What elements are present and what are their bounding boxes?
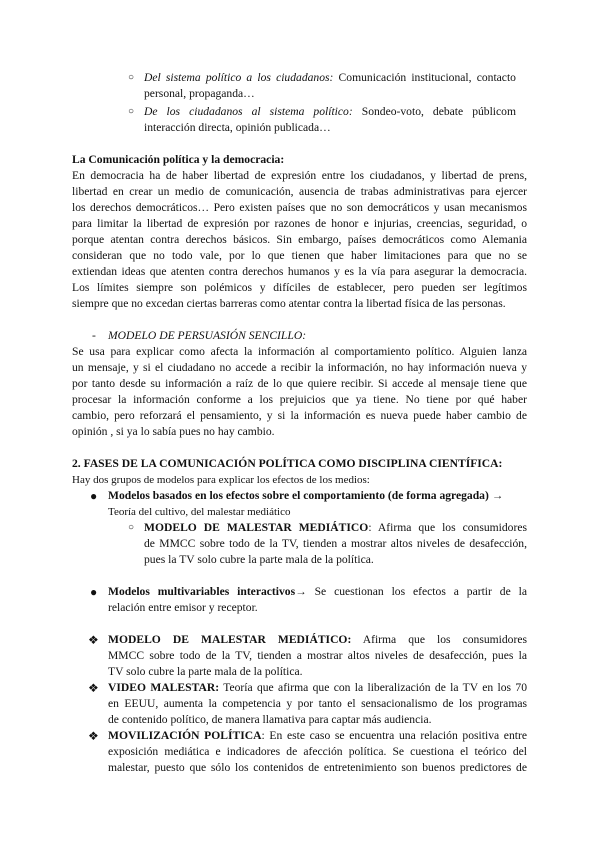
diamond-bullet-icon: ❖: [88, 681, 99, 695]
sub-bullet-line: MODELO DE MALESTAR MEDIÁTICO: Afirma que los consumidores: [144, 521, 527, 534]
circle-bullet-icon: ○: [128, 522, 135, 533]
paragraph-line: un mensaje, y si el ciudadano no accede a recibir la información, no hay información nueva y: [72, 361, 527, 374]
diamond-item-line: MODELO DE MALESTAR MEDIÁTICO: Afirma que los consumidores: [108, 633, 527, 646]
dot-bullet-icon: ●: [90, 585, 98, 599]
sub-bullet-line: De los ciudadanos al sistema político: Sondeo-voto, debate públicom: [144, 105, 516, 118]
section-heading: La Comunicación política y la democracia:: [72, 153, 285, 166]
dash-bullet-icon: -: [92, 329, 96, 342]
paragraph-line: extiendan ideas que atenten contra derechos humanos y es la vía para asegurar la democracia.: [72, 265, 527, 278]
sub-bullet-line: personal, propaganda…: [144, 87, 255, 100]
diamond-item-line: MOVILIZACIÓN POLÍTICA: En este caso se encuentra una relación positiva entre: [108, 729, 527, 742]
paragraph-line: por tanto desde su información a raíz de lo que quiere recibir. Si accede al mensaje tiene que: [72, 377, 527, 390]
diamond-item-line: VIDEO MALESTAR: Teoría que afirma que con la liberalización de la TV en los 70: [108, 681, 527, 694]
sub-bullet-line: pues la TV solo cubre la parte mala de la política.: [144, 553, 374, 566]
diamond-item-line: de contenido político, de manera llamativa para captar más audiencia.: [108, 713, 432, 726]
sub-bullet-line: Del sistema político a los ciudadanos: Comunicación institucional, contacto: [144, 71, 516, 84]
diamond-item-line: malestar, puesto que sólo los contenidos de entretenimiento son buenos predictores de: [108, 761, 527, 774]
diamond-item-line: en EEUU, aumenta la competencia y por tanto el sensacionalismo de los programas: [108, 697, 527, 710]
bullet-line: relación entre emisor y receptor.: [108, 601, 258, 614]
sub-bullet-title: De los ciudadanos al sistema político:: [144, 105, 353, 118]
paragraph-line: opinión , si ya lo sabía pues no hay cambio.: [72, 425, 275, 438]
diamond-item-line: TV solo cubre la parte mala de la política.: [108, 665, 303, 678]
bullet-line: Modelos basados en los efectos sobre el comportamiento (de forma agregada) →: [108, 489, 504, 502]
paragraph-line: siempre que no excedan ciertas barreras como atentar contra la libertad física de las personas.: [72, 297, 506, 310]
circle-bullet-icon: ○: [128, 106, 135, 117]
sub-bullet-line: de MMCC sobre todo de la TV, tienden a mostrar altos niveles de desafección,: [144, 537, 527, 550]
diamond-bullet-icon: ❖: [88, 729, 99, 743]
circle-bullet-icon: ○: [128, 72, 135, 83]
section-heading: 2. FASES DE LA COMUNICACIÓN POLÍTICA COMO DISCIPLINA CIENTÍFICA:: [72, 457, 503, 470]
paragraph-line: para limitar la libertad de expresión por razones de honor e injurias, creencias, seguridad, o: [72, 217, 527, 230]
paragraph-line: Los límites siempre son polémicos y difíciles de establecer, pero pueden ser legítimos: [72, 281, 527, 294]
paragraph-line: cambio, pero reforzará el pensamiento, y si la información es nueva puede haber cambio de: [72, 409, 527, 422]
paragraph-line: porque atentan contra derechos básicos. Sin embargo, países democráticos como Alemania: [72, 233, 527, 246]
paragraph-line: consideran que no todo vale, por lo que tienen que haber limitaciones para que no se: [72, 249, 527, 262]
bullet-line: Modelos multivariables interactivos→ Se cuestionan los efectos a partir de la: [108, 585, 527, 598]
section-heading: MODELO DE PERSUASIÓN SENCILLO:: [108, 329, 307, 342]
paragraph-line: los derechos democráticos… Pero existen países que no son democráticos y usan mecanismos: [72, 201, 527, 214]
paragraph-line: procesar la información conforme a los prejuicios que ya tiene. No tiene por qué haber: [72, 393, 527, 406]
arrow-icon: →: [488, 489, 504, 502]
diamond-item-line: MMCC sobre todo de la TV, tienden a mostrar altos niveles de desafección, pues la: [108, 649, 527, 662]
diamond-item-line: exposición mediática e indicadores de afección política. Se cuestiona el teórico del: [108, 745, 527, 758]
dot-bullet-icon: ●: [90, 489, 98, 503]
diamond-bullet-icon: ❖: [88, 633, 99, 647]
sub-bullet-title: Del sistema político a los ciudadanos:: [144, 71, 334, 84]
bullet-line: Teoría del cultivo, del malestar mediático: [108, 506, 291, 518]
paragraph-line: Hay dos grupos de modelos para explicar los efectos de los medios:: [72, 474, 370, 486]
paragraph-line: En democracia ha de haber libertad de expresión entre los ciudadanos, y libertad de prens,: [72, 169, 527, 182]
paragraph-line: libertad en crear un medio de comunicación, ausencia de trabas administrativas para ejercer: [72, 185, 527, 198]
sub-bullet-line: interacción directa, opinión publicada…: [144, 121, 331, 134]
paragraph-line: Se usa para explicar como afecta la información al comportamiento político. Alguien lanza: [72, 345, 527, 358]
